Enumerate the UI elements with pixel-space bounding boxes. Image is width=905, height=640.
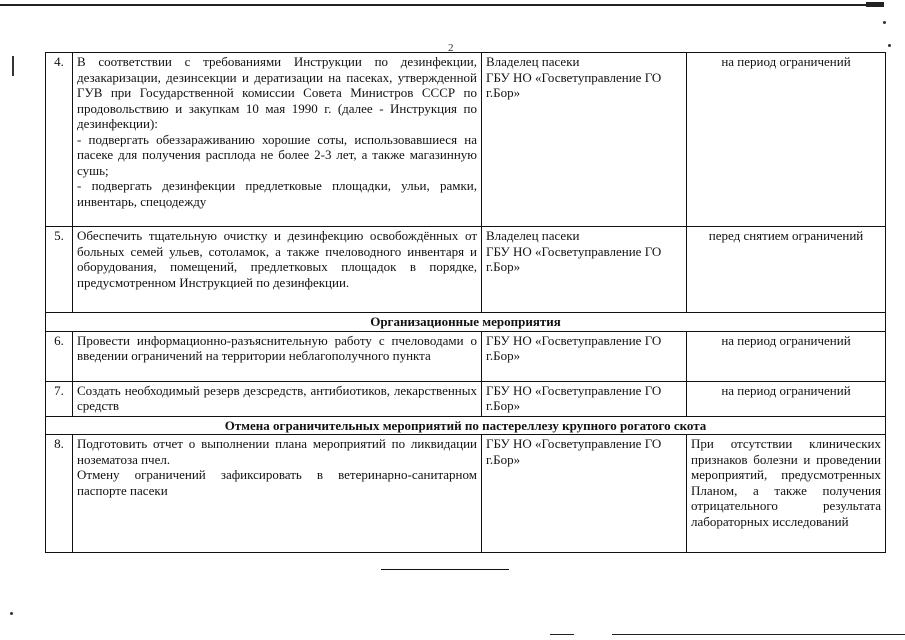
page-number: 2 — [448, 42, 454, 54]
action-paragraph: Подготовить отчет о выполнении плана мероприятий по ликвидации нозематоза пчел. — [77, 436, 477, 467]
row-number: 7. — [46, 381, 73, 416]
responsible-cell — [482, 53, 687, 227]
row-number: 5. — [46, 227, 73, 313]
closing-rule — [381, 569, 509, 570]
action-paragraph: - подвергать обеззараживанию хорошие соты, использовавшиеся на пасеке для получения расплода не более 2-3 лет, а также магазинную сушь; — [77, 131, 477, 178]
row-number: 4. — [46, 53, 73, 227]
action-paragraph: - подвергать дезинфекции предлетковые площадки, ульи, рамки, инвентарь, спецодежду — [77, 178, 477, 209]
action-paragraph: Провести информационно-разъяснительную работу с пчеловодами о введении ограничений на территории неблагополучного пункта — [77, 332, 477, 363]
section-header-row — [46, 416, 886, 435]
action-cell — [73, 435, 482, 553]
responsible-line: ГБУ НО «Госветуправление ГО г.Бор» — [486, 69, 662, 100]
deadline-cell: При отсутствии клинических признаков болезни и проведении мероприятий, предусмотренных Планом, а также получения отрицательного результата лабораторных исследований — [687, 435, 886, 553]
row-number: 6. — [46, 331, 73, 381]
deadline-cell: перед снятием ограничений — [687, 227, 886, 313]
table-row — [46, 381, 886, 416]
action-cell — [73, 227, 482, 313]
row-number: 8. — [46, 435, 73, 553]
top-border-tick — [866, 2, 884, 7]
deadline-cell: на период ограничений — [687, 53, 886, 227]
scan-speck — [888, 44, 891, 47]
responsible-line: Владелец пасеки — [486, 228, 580, 243]
section-title: Отмена ограничительных мероприятий по пастереллезу крупного рогатого скота — [46, 416, 886, 435]
responsible-line: ГБУ НО «Госветуправление ГО г.Бор» — [486, 382, 662, 413]
margin-mark — [12, 56, 14, 76]
deadline-cell: на период ограничений — [687, 381, 886, 416]
table-row — [46, 53, 886, 227]
action-cell — [73, 381, 482, 416]
scan-speck — [883, 21, 886, 24]
responsible-cell — [482, 435, 687, 553]
action-cell — [73, 331, 482, 381]
responsible-line: ГБУ НО «Госветуправление ГО г.Бор» — [486, 243, 662, 274]
measures-table — [45, 52, 886, 553]
responsible-line: Владелец пасеки — [486, 54, 580, 69]
table-row — [46, 331, 886, 381]
responsible-line: ГБУ НО «Госветуправление ГО г.Бор» — [486, 332, 662, 363]
responsible-cell — [482, 227, 687, 313]
action-paragraph: В соответствии с требованиями Инструкции по дезинфекции, дезакаризации, дезинсекции и дератизации на пасеках, утвержденной ГУВ при Государственной комиссии Совета Министров СССР по продовольствию и закупкам 10 мая 1990 г. (далее - Инструкция по дезинфекции): — [77, 54, 477, 131]
responsible-line: ГБУ НО «Госветуправление ГО г.Бор» — [486, 436, 662, 467]
top-border-line — [0, 4, 868, 6]
bottom-scan-line — [550, 634, 574, 635]
section-title: Организационные мероприятия — [46, 313, 886, 332]
bottom-scan-line — [612, 634, 905, 635]
action-paragraph: Обеспечить тщательную очистку и дезинфекцию освобождённых от больных семей ульев, сотоламок, а также пчеловодного инвентаря и оборудования, помещений, предлетковых площадок в порядке, предусмотренном Инструкцией по дезинфекции. — [77, 228, 477, 290]
action-paragraph: Создать необходимый резерв дезсредств, антибиотиков, лекарственных средств — [77, 382, 477, 413]
scan-speck — [10, 612, 13, 615]
action-cell — [73, 53, 482, 227]
deadline-cell: на период ограничений — [687, 331, 886, 381]
responsible-cell — [482, 381, 687, 416]
table-row — [46, 435, 886, 553]
table-row — [46, 227, 886, 313]
action-paragraph: Отмену ограничений зафиксировать в ветеринарно-санитарном паспорте пасеки — [77, 467, 477, 498]
responsible-cell — [482, 331, 687, 381]
section-header-row — [46, 313, 886, 332]
